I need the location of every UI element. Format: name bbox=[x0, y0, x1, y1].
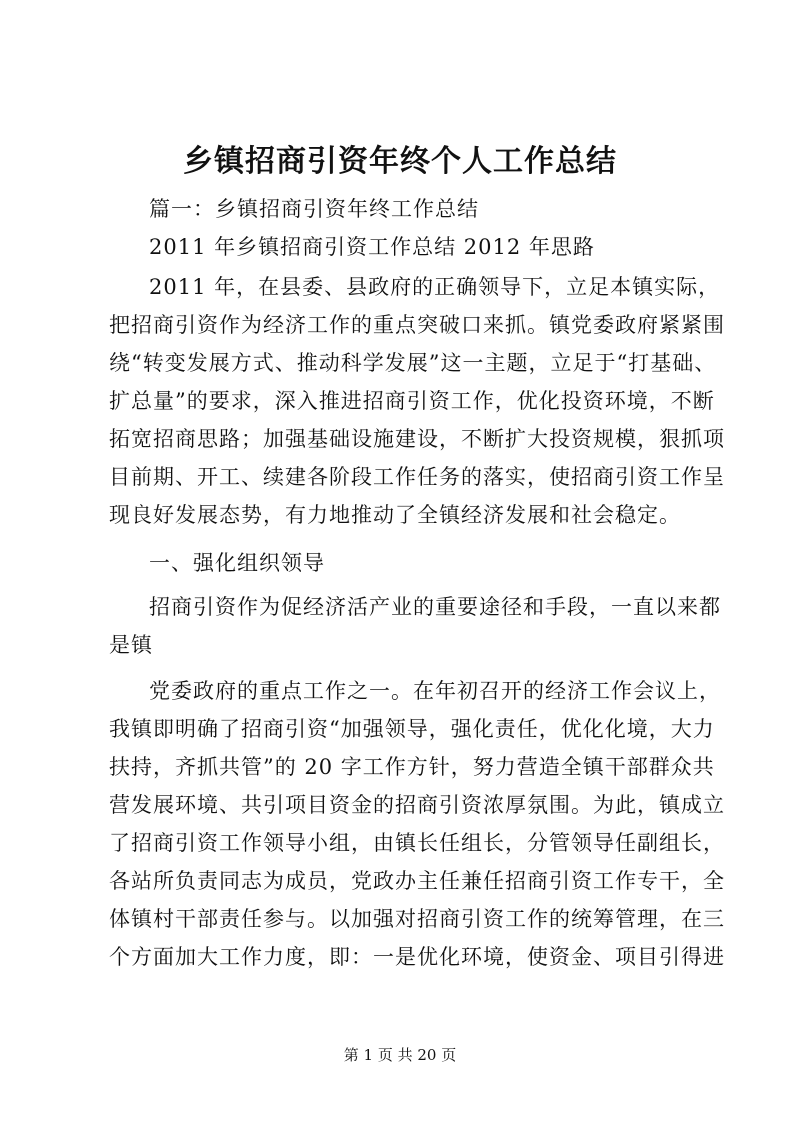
paragraph-line: 各站所负责同志为成员，党政办主任兼任招商引资工作专干，全 bbox=[109, 869, 725, 893]
paragraph-line: 了招商引资工作领导小组，由镇长任组长，分管领导任副组长， bbox=[109, 831, 725, 855]
subtitle-line: 2011 年乡镇招商引资工作总结 2012 年思路 bbox=[149, 235, 595, 259]
paragraph-line: 2011 年，在县委、县政府的正确领导下，立足本镇实际， bbox=[149, 275, 721, 299]
paragraph-line: 现良好发展态势，有力地推动了全镇经济发展和社会稳定。 bbox=[109, 503, 681, 527]
paragraph-line: 绕“转变发展方式、推动科学发展”这一主题，立足于“打基础、 bbox=[109, 351, 717, 375]
paragraph-line: 目前期、开工、续建各阶段工作任务的落实，使招商引资工作呈 bbox=[109, 465, 725, 489]
paragraph-line: 把招商引资作为经济工作的重点突破口来抓。镇党委政府紧紧围 bbox=[109, 313, 725, 337]
page-number-footer: 第 1 页 共 20 页 bbox=[343, 1046, 457, 1064]
paragraph-line: 营发展环境、共引项目资金的招商引资浓厚氛围。为此，镇成立 bbox=[109, 793, 725, 817]
paragraph-line: 是镇 bbox=[109, 633, 153, 657]
paragraph-line: 个方面加大工作力度，即：一是优化环境，使资金、项目引得进 bbox=[109, 945, 725, 969]
document-title: 乡镇招商引资年终个人工作总结 bbox=[183, 144, 617, 179]
paragraph-line: 扶持，齐抓共管”的 20 字工作方针，努力营造全镇干部群众共 bbox=[109, 755, 715, 779]
paragraph-line: 招商引资作为促经济活产业的重要途径和手段，一直以来都 bbox=[149, 595, 721, 619]
paragraph-line: 扩总量”的要求，深入推进招商引资工作，优化投资环境，不断 bbox=[109, 389, 715, 413]
paragraph-line: 党委政府的重点工作之一。在年初召开的经济工作会议上， bbox=[149, 679, 721, 703]
paragraph-line: 体镇村干部责任参与。以加强对招商引资工作的统筹管理，在三 bbox=[109, 907, 725, 931]
paragraph-line: 我镇即明确了招商引资“加强领导，强化责任，优化化境，大力 bbox=[109, 717, 715, 741]
section-heading: 一、强化组织领导 bbox=[149, 551, 325, 575]
paragraph-line: 拓宽招商思路；加强基础设施建设，不断扩大投资规模，狠抓项 bbox=[109, 427, 725, 451]
section-heading: 篇一：乡镇招商引资年终工作总结 bbox=[149, 197, 479, 221]
